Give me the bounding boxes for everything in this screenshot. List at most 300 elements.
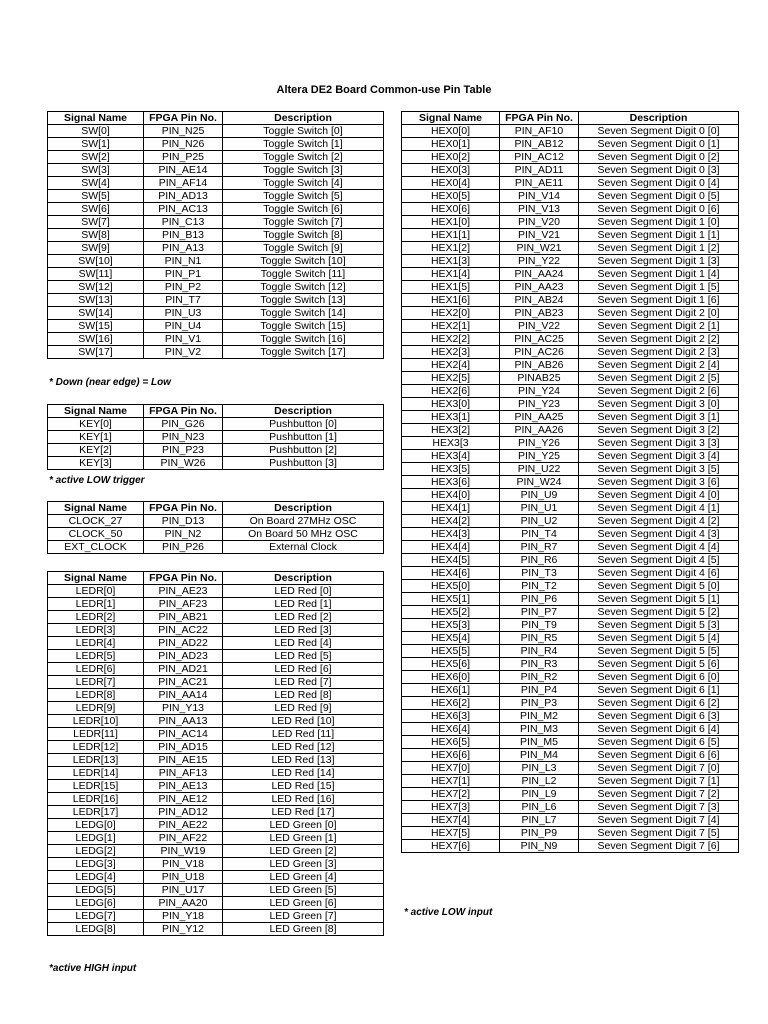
description-header: Description (223, 572, 384, 585)
description-cell: LED Red [14] (223, 767, 384, 780)
table-row (402, 567, 739, 580)
signal-name-cell: CLOCK_50 (48, 528, 144, 541)
fpga-pin-cell: PIN_P9 (500, 827, 579, 840)
table-row (48, 203, 384, 216)
signal-name-cell: HEX5[4] (402, 632, 500, 645)
table-row (402, 840, 739, 853)
fpga-pin-cell: PIN_AE11 (500, 177, 579, 190)
signal-name-cell: HEX6[5] (402, 736, 500, 749)
signal-name-cell: HEX0[4] (402, 177, 500, 190)
signal-name-cell: HEX3[0] (402, 398, 500, 411)
signal-name-cell: HEX0[2] (402, 151, 500, 164)
signal-name-cell: LEDG[7] (48, 910, 144, 923)
description-cell: LED Green [4] (223, 871, 384, 884)
description-cell: Seven Segment Digit 7 [4] (579, 814, 739, 827)
description-cell: Toggle Switch [12] (223, 281, 384, 294)
description-cell: Seven Segment Digit 6 [3] (579, 710, 739, 723)
signal-name-cell: LEDR[9] (48, 702, 144, 715)
signal-name-cell: LEDR[5] (48, 650, 144, 663)
description-cell: Pushbutton [1] (223, 431, 384, 444)
description-cell: Seven Segment Digit 0 [4] (579, 177, 739, 190)
table-header-row (48, 502, 384, 515)
table-row (48, 457, 384, 470)
description-cell: Seven Segment Digit 1 [3] (579, 255, 739, 268)
table-row (48, 624, 384, 637)
fpga-pin-cell: PIN_R2 (500, 671, 579, 684)
description-cell: Seven Segment Digit 1 [2] (579, 242, 739, 255)
fpga-pin-cell: PIN_Y18 (144, 910, 223, 923)
description-cell: Toggle Switch [5] (223, 190, 384, 203)
fpga-pin-cell: PIN_AE12 (144, 793, 223, 806)
table-row (402, 827, 739, 840)
signal-name-cell: SW[9] (48, 242, 144, 255)
description-cell: LED Red [9] (223, 702, 384, 715)
table-row (48, 884, 384, 897)
description-cell: LED Red [15] (223, 780, 384, 793)
fpga-pin-cell: PIN_W24 (500, 476, 579, 489)
fpga-pin-cell: PIN_W19 (144, 845, 223, 858)
description-cell: Seven Segment Digit 2 [3] (579, 346, 739, 359)
signal-name-cell: SW[11] (48, 268, 144, 281)
table-row (48, 676, 384, 689)
table-row (48, 151, 384, 164)
signal-name-cell: KEY[1] (48, 431, 144, 444)
description-cell: LED Red [12] (223, 741, 384, 754)
table-row (402, 320, 739, 333)
signal-name-cell: HEX7[0] (402, 762, 500, 775)
signal-name-cell: HEX4[6] (402, 567, 500, 580)
description-cell: Seven Segment Digit 0 [3] (579, 164, 739, 177)
table-row (402, 580, 739, 593)
fpga-pin-cell: PIN_U9 (500, 489, 579, 502)
description-cell: LED Green [6] (223, 897, 384, 910)
description-header: Description (579, 112, 739, 125)
fpga-pin-cell: PIN_R5 (500, 632, 579, 645)
table-row (48, 307, 384, 320)
signal-name-cell: HEX1[4] (402, 268, 500, 281)
description-cell: Seven Segment Digit 7 [1] (579, 775, 739, 788)
fpga-pin-cell: PIN_AE13 (144, 780, 223, 793)
table-row (402, 489, 739, 502)
description-cell: LED Red [13] (223, 754, 384, 767)
fpga-pin-cell: PIN_AC12 (500, 151, 579, 164)
table-row (48, 702, 384, 715)
leds-note: *active HIGH input (49, 963, 137, 974)
table-row (48, 528, 384, 541)
fpga-pin-header: FPGA Pin No. (144, 405, 223, 418)
signal-name-cell: SW[0] (48, 125, 144, 138)
signal-name-cell: SW[14] (48, 307, 144, 320)
fpga-pin-cell: PIN_N9 (500, 840, 579, 853)
switches-table (47, 111, 384, 359)
fpga-pin-cell: PIN_P26 (144, 541, 223, 554)
signal-name-cell: HEX3[2] (402, 424, 500, 437)
signal-name-cell: HEX4[4] (402, 541, 500, 554)
signal-name-cell: SW[1] (48, 138, 144, 151)
table-row (402, 307, 739, 320)
description-cell: LED Green [0] (223, 819, 384, 832)
signal-name-cell: SW[17] (48, 346, 144, 359)
signal-name-cell: HEX6[1] (402, 684, 500, 697)
fpga-pin-cell: PIN_AE14 (144, 164, 223, 177)
description-cell: LED Red [3] (223, 624, 384, 637)
table-row (402, 398, 739, 411)
table-header-row (48, 112, 384, 125)
table-row (402, 294, 739, 307)
signal-name-cell: LEDR[6] (48, 663, 144, 676)
table-row (402, 229, 739, 242)
fpga-pin-cell: PIN_R6 (500, 554, 579, 567)
table-row (402, 723, 739, 736)
signal-name-cell: HEX0[5] (402, 190, 500, 203)
description-cell: Toggle Switch [9] (223, 242, 384, 255)
table-row (48, 333, 384, 346)
description-cell: Seven Segment Digit 5 [6] (579, 658, 739, 671)
signal-name-header: Signal Name (48, 502, 144, 515)
table-row (402, 216, 739, 229)
signal-name-cell: HEX2[3] (402, 346, 500, 359)
signal-name-cell: SW[16] (48, 333, 144, 346)
table-row (48, 138, 384, 151)
fpga-pin-cell: PIN_AA13 (144, 715, 223, 728)
description-cell: Toggle Switch [6] (223, 203, 384, 216)
fpga-pin-cell: PIN_L9 (500, 788, 579, 801)
signal-name-cell: HEX6[0] (402, 671, 500, 684)
signal-name-cell: HEX0[1] (402, 138, 500, 151)
description-cell: LED Green [5] (223, 884, 384, 897)
fpga-pin-cell: PIN_U4 (144, 320, 223, 333)
description-cell: LED Red [4] (223, 637, 384, 650)
table-row (402, 177, 739, 190)
signal-name-cell: HEX6[3] (402, 710, 500, 723)
signal-name-header: Signal Name (48, 572, 144, 585)
description-cell: Seven Segment Digit 4 [5] (579, 554, 739, 567)
table-row (48, 793, 384, 806)
table-header-row (48, 405, 384, 418)
fpga-pin-cell: PIN_T4 (500, 528, 579, 541)
signal-name-cell: HEX1[6] (402, 294, 500, 307)
fpga-pin-cell: PIN_G26 (144, 418, 223, 431)
description-cell: Toggle Switch [16] (223, 333, 384, 346)
fpga-pin-cell: PIN_AA25 (500, 411, 579, 424)
fpga-pin-cell: PIN_U2 (500, 515, 579, 528)
description-cell: Seven Segment Digit 3 [4] (579, 450, 739, 463)
signal-name-cell: HEX3[3 (402, 437, 500, 450)
fpga-pin-cell: PIN_V21 (500, 229, 579, 242)
table-row (48, 515, 384, 528)
fpga-pin-cell: PIN_M4 (500, 749, 579, 762)
signal-name-cell: SW[15] (48, 320, 144, 333)
table-row (402, 268, 739, 281)
table-header-row (48, 572, 384, 585)
signal-name-cell: HEX6[2] (402, 697, 500, 710)
table-row (48, 242, 384, 255)
table-row (48, 871, 384, 884)
description-cell: LED Red [7] (223, 676, 384, 689)
table-row (48, 819, 384, 832)
table-row (48, 845, 384, 858)
signal-name-cell: LEDR[10] (48, 715, 144, 728)
table-row (48, 897, 384, 910)
signal-name-cell: HEX2[4] (402, 359, 500, 372)
table-row (402, 385, 739, 398)
signal-name-cell: HEX7[4] (402, 814, 500, 827)
page-title: Altera DE2 Board Common-use Pin Table (276, 84, 492, 96)
signal-name-cell: HEX5[2] (402, 606, 500, 619)
fpga-pin-header: FPGA Pin No. (500, 112, 579, 125)
description-cell: LED Green [2] (223, 845, 384, 858)
signal-name-cell: LEDR[2] (48, 611, 144, 624)
fpga-pin-cell: PIN_AC22 (144, 624, 223, 637)
table-row (48, 229, 384, 242)
table-row (48, 346, 384, 359)
description-cell: Seven Segment Digit 4 [6] (579, 567, 739, 580)
signal-name-cell: SW[2] (48, 151, 144, 164)
table-row (402, 125, 739, 138)
fpga-pin-cell: PIN_U17 (144, 884, 223, 897)
table-row (48, 689, 384, 702)
table-header-row (402, 112, 739, 125)
description-cell: LED Green [8] (223, 923, 384, 936)
signal-name-cell: LEDR[0] (48, 585, 144, 598)
fpga-pin-cell: PIN_AE22 (144, 819, 223, 832)
hex-table (401, 111, 739, 853)
table-row (402, 762, 739, 775)
signal-name-cell: LEDR[8] (48, 689, 144, 702)
description-cell: Seven Segment Digit 4 [2] (579, 515, 739, 528)
signal-name-cell: LEDR[14] (48, 767, 144, 780)
table-row (48, 268, 384, 281)
description-cell: Seven Segment Digit 0 [6] (579, 203, 739, 216)
fpga-pin-cell: PIN_T3 (500, 567, 579, 580)
signal-name-cell: HEX1[2] (402, 242, 500, 255)
description-cell: Seven Segment Digit 1 [4] (579, 268, 739, 281)
table-row (402, 554, 739, 567)
description-header: Description (223, 405, 384, 418)
fpga-pin-cell: PIN_P4 (500, 684, 579, 697)
fpga-pin-cell: PIN_AD15 (144, 741, 223, 754)
table-row (402, 632, 739, 645)
description-cell: Seven Segment Digit 5 [4] (579, 632, 739, 645)
signal-name-cell: HEX5[0] (402, 580, 500, 593)
fpga-pin-header: FPGA Pin No. (144, 502, 223, 515)
signal-name-cell: HEX5[6] (402, 658, 500, 671)
description-header: Description (223, 502, 384, 515)
table-row (402, 333, 739, 346)
table-row (402, 164, 739, 177)
signal-name-cell: HEX3[6] (402, 476, 500, 489)
fpga-pin-cell: PIN_AA20 (144, 897, 223, 910)
table-row (48, 650, 384, 663)
table-row (402, 697, 739, 710)
fpga-pin-cell: PIN_W26 (144, 457, 223, 470)
fpga-pin-cell: PINAB25 (500, 372, 579, 385)
fpga-pin-cell: PIN_R4 (500, 645, 579, 658)
signal-name-header: Signal Name (48, 112, 144, 125)
table-row (402, 593, 739, 606)
fpga-pin-cell: PIN_U3 (144, 307, 223, 320)
fpga-pin-cell: PIN_U22 (500, 463, 579, 476)
fpga-pin-cell: PIN_B13 (144, 229, 223, 242)
signal-name-cell: LEDR[4] (48, 637, 144, 650)
description-cell: Toggle Switch [2] (223, 151, 384, 164)
fpga-pin-cell: PIN_N26 (144, 138, 223, 151)
description-cell: Seven Segment Digit 0 [0] (579, 125, 739, 138)
table-row (48, 832, 384, 845)
table-row (402, 645, 739, 658)
fpga-pin-cell: PIN_AA24 (500, 268, 579, 281)
description-cell: LED Red [2] (223, 611, 384, 624)
keys-table (47, 404, 384, 470)
fpga-pin-cell: PIN_AD21 (144, 663, 223, 676)
signal-name-cell: KEY[3] (48, 457, 144, 470)
description-cell: Seven Segment Digit 5 [0] (579, 580, 739, 593)
signal-name-cell: HEX5[3] (402, 619, 500, 632)
table-row (402, 814, 739, 827)
signal-name-cell: HEX2[5] (402, 372, 500, 385)
signal-name-cell: HEX0[6] (402, 203, 500, 216)
fpga-pin-cell: PIN_V22 (500, 320, 579, 333)
signal-name-cell: LEDG[2] (48, 845, 144, 858)
fpga-pin-cell: PIN_AA26 (500, 424, 579, 437)
fpga-pin-cell: PIN_V14 (500, 190, 579, 203)
description-cell: Seven Segment Digit 2 [1] (579, 320, 739, 333)
table-row (402, 138, 739, 151)
table-row (48, 541, 384, 554)
description-cell: Toggle Switch [3] (223, 164, 384, 177)
description-cell: Toggle Switch [7] (223, 216, 384, 229)
fpga-pin-cell: PIN_M5 (500, 736, 579, 749)
fpga-pin-cell: PIN_N1 (144, 255, 223, 268)
table-row (402, 476, 739, 489)
table-row (402, 671, 739, 684)
fpga-pin-cell: PIN_V2 (144, 346, 223, 359)
table-row (48, 715, 384, 728)
fpga-pin-cell: PIN_AA14 (144, 689, 223, 702)
description-cell: Pushbutton [3] (223, 457, 384, 470)
fpga-pin-cell: PIN_AB12 (500, 138, 579, 151)
table-row (48, 858, 384, 871)
signal-name-cell: LEDG[5] (48, 884, 144, 897)
table-row (402, 541, 739, 554)
fpga-pin-cell: PIN_AD11 (500, 164, 579, 177)
description-cell: LED Red [17] (223, 806, 384, 819)
table-row (402, 528, 739, 541)
signal-name-cell: HEX4[2] (402, 515, 500, 528)
keys-note: * active LOW trigger (49, 475, 145, 486)
fpga-pin-cell: PIN_L7 (500, 814, 579, 827)
description-cell: Seven Segment Digit 6 [1] (579, 684, 739, 697)
fpga-pin-cell: PIN_N2 (144, 528, 223, 541)
table-row (402, 749, 739, 762)
description-cell: External Clock (223, 541, 384, 554)
table-row (48, 281, 384, 294)
signal-name-cell: LEDR[13] (48, 754, 144, 767)
signal-name-cell: SW[6] (48, 203, 144, 216)
signal-name-cell: HEX2[2] (402, 333, 500, 346)
fpga-pin-cell: PIN_Y23 (500, 398, 579, 411)
fpga-pin-cell: PIN_R3 (500, 658, 579, 671)
table-row (48, 125, 384, 138)
fpga-pin-cell: PIN_Y22 (500, 255, 579, 268)
signal-name-header: Signal Name (402, 112, 500, 125)
description-cell: On Board 27MHz OSC (223, 515, 384, 528)
fpga-pin-cell: PIN_P7 (500, 606, 579, 619)
fpga-pin-cell: PIN_L3 (500, 762, 579, 775)
signal-name-cell: LEDG[3] (48, 858, 144, 871)
table-row (48, 585, 384, 598)
switches-note: * Down (near edge) = Low (49, 377, 171, 388)
table-row (402, 606, 739, 619)
table-row (48, 320, 384, 333)
table-row (48, 923, 384, 936)
fpga-pin-cell: PIN_P23 (144, 444, 223, 457)
signal-name-cell: HEX6[6] (402, 749, 500, 762)
table-row (48, 598, 384, 611)
fpga-pin-cell: PIN_AC14 (144, 728, 223, 741)
table-row (402, 151, 739, 164)
description-cell: LED Green [7] (223, 910, 384, 923)
table-row (402, 775, 739, 788)
signal-name-cell: HEX7[1] (402, 775, 500, 788)
signal-name-cell: LEDG[0] (48, 819, 144, 832)
table-row (402, 502, 739, 515)
description-cell: Seven Segment Digit 3 [2] (579, 424, 739, 437)
description-cell: Seven Segment Digit 0 [5] (579, 190, 739, 203)
signal-name-cell: LEDG[4] (48, 871, 144, 884)
description-cell: Seven Segment Digit 2 [6] (579, 385, 739, 398)
fpga-pin-cell: PIN_AF14 (144, 177, 223, 190)
description-cell: Pushbutton [0] (223, 418, 384, 431)
signal-name-cell: LEDR[15] (48, 780, 144, 793)
fpga-pin-cell: PIN_C13 (144, 216, 223, 229)
description-cell: Seven Segment Digit 7 [5] (579, 827, 739, 840)
table-row (48, 255, 384, 268)
description-cell: Seven Segment Digit 4 [1] (579, 502, 739, 515)
fpga-pin-cell: PIN_T9 (500, 619, 579, 632)
description-cell: Seven Segment Digit 1 [1] (579, 229, 739, 242)
signal-name-cell: HEX0[0] (402, 125, 500, 138)
table-row (48, 780, 384, 793)
fpga-pin-cell: PIN_AE23 (144, 585, 223, 598)
description-cell: Pushbutton [2] (223, 444, 384, 457)
signal-name-cell: HEX1[0] (402, 216, 500, 229)
fpga-pin-cell: PIN_Y25 (500, 450, 579, 463)
hex-note: * active LOW input (404, 907, 493, 918)
description-cell: Seven Segment Digit 6 [5] (579, 736, 739, 749)
fpga-pin-cell: PIN_Y13 (144, 702, 223, 715)
fpga-pin-cell: PIN_P25 (144, 151, 223, 164)
signal-name-cell: HEX0[3] (402, 164, 500, 177)
fpga-pin-cell: PIN_D13 (144, 515, 223, 528)
signal-name-cell: HEX2[6] (402, 385, 500, 398)
description-cell: LED Green [3] (223, 858, 384, 871)
signal-name-cell: HEX3[4] (402, 450, 500, 463)
table-row (48, 806, 384, 819)
signal-name-cell: HEX1[1] (402, 229, 500, 242)
signal-name-cell: SW[5] (48, 190, 144, 203)
fpga-pin-cell: PIN_U1 (500, 502, 579, 515)
signal-name-cell: HEX5[5] (402, 645, 500, 658)
fpga-pin-cell: PIN_AB21 (144, 611, 223, 624)
description-cell: Toggle Switch [0] (223, 125, 384, 138)
table-row (402, 437, 739, 450)
description-cell: Seven Segment Digit 5 [2] (579, 606, 739, 619)
table-row (48, 611, 384, 624)
fpga-pin-cell: PIN_AB26 (500, 359, 579, 372)
table-row (402, 658, 739, 671)
table-row (48, 177, 384, 190)
